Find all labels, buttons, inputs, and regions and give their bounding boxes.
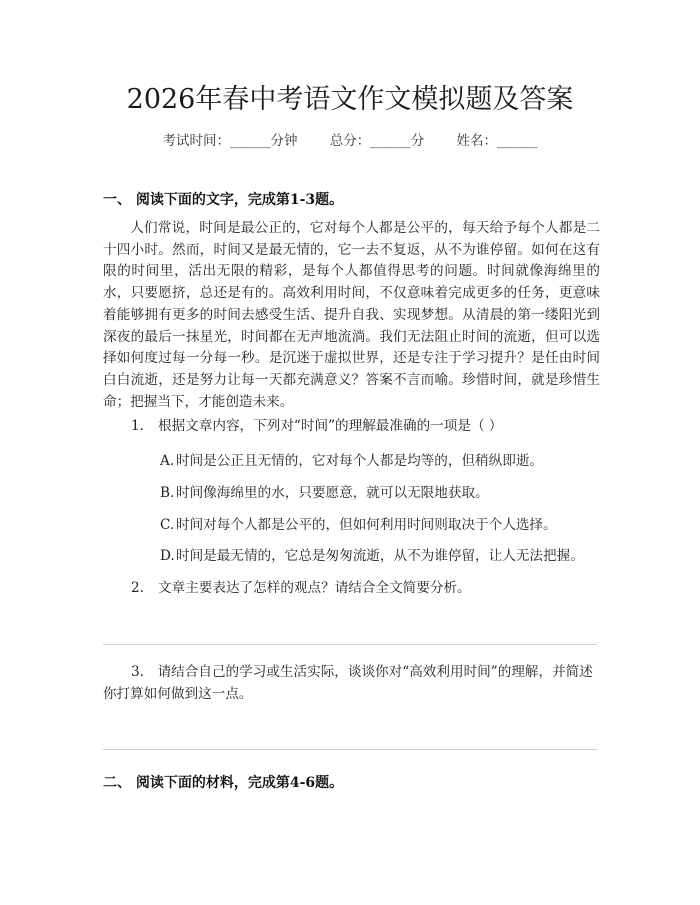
question-text: 根据文章内容，下列对“时间”的理解最准确的一项是（ ） (158, 418, 503, 434)
page-title: 2026年春中考语文作文模拟题及答案 (126, 84, 574, 115)
option-letter: A. (160, 453, 175, 469)
total-score-field: 总分：______分 (329, 133, 425, 149)
option-c (160, 515, 557, 535)
option-letter: B. (160, 485, 175, 501)
exam-time-field: 考试时间：______分钟 (162, 133, 298, 149)
question-number: 2. (131, 580, 144, 596)
option-b (160, 483, 489, 503)
question-3: 3. 请结合自己的学习或生活实际，谈谈你对“高效利用时间”的理解，并简述你打算如何做到这一点。 (103, 664, 593, 702)
section-heading-2: 二、 阅读下面的材料，完成第4-6题。 (103, 775, 344, 791)
answer-line (103, 644, 597, 645)
option-a (160, 451, 543, 471)
question-2 (131, 578, 471, 598)
option-text: 时间是最无情的，它总是匆匆流逝，从不为谁停留，让人无法把握。 (176, 548, 584, 564)
option-d (160, 546, 584, 566)
answer-line (103, 749, 597, 750)
option-text: 时间是公正且无情的，它对每个人都是均等的，但稍纵即逝。 (176, 453, 544, 469)
option-text: 时间对每个人都是公平的，但如何利用时间则取决于个人选择。 (176, 517, 557, 533)
question-1 (131, 416, 502, 436)
section-heading-1: 一、 阅读下面的文字，完成第1-3题。 (103, 192, 344, 208)
option-text: 时间像海绵里的水，只要愿意，就可以无限地获取。 (176, 485, 489, 501)
option-letter: D. (160, 548, 175, 564)
option-letter: C. (160, 517, 175, 533)
question-text: 文章主要表达了怎样的观点？请结合全文简要分析。 (158, 580, 471, 596)
student-name-field: 姓名：______ (456, 133, 538, 149)
question-number: 1. (131, 418, 144, 434)
reading-passage: 人们常说，时间是最公正的，它对每个人都是公平的，每天给予每个人都是二十四小时。然而，时间又是最无情的，它一去不复返，从不为谁停留。如何在这有限的时间里，活出无限的精彩，是每个人都值得思考的问题。时间就像海绵里的水，只要愿挤，总还是有的。高效利用时间，不仅意味着完成更多的任务，更意味着能够拥有更多的时间去感受生活、提升自我、实现梦想。从清晨的第一缕阳光到深夜的最后一抹星光，时间都在无声地流淌。我们无法阻止时间的流逝，但可以选择如何度过每一分每一秒。是沉迷于虚拟世界，还是专注于学习提升？是任由时间白白流逝，还是努力让每一天都充满意义？答案不言而喻。珍惜时间，就是珍惜生命；把握当下，才能创造未来。 (103, 220, 600, 410)
exam-meta (0, 131, 700, 151)
